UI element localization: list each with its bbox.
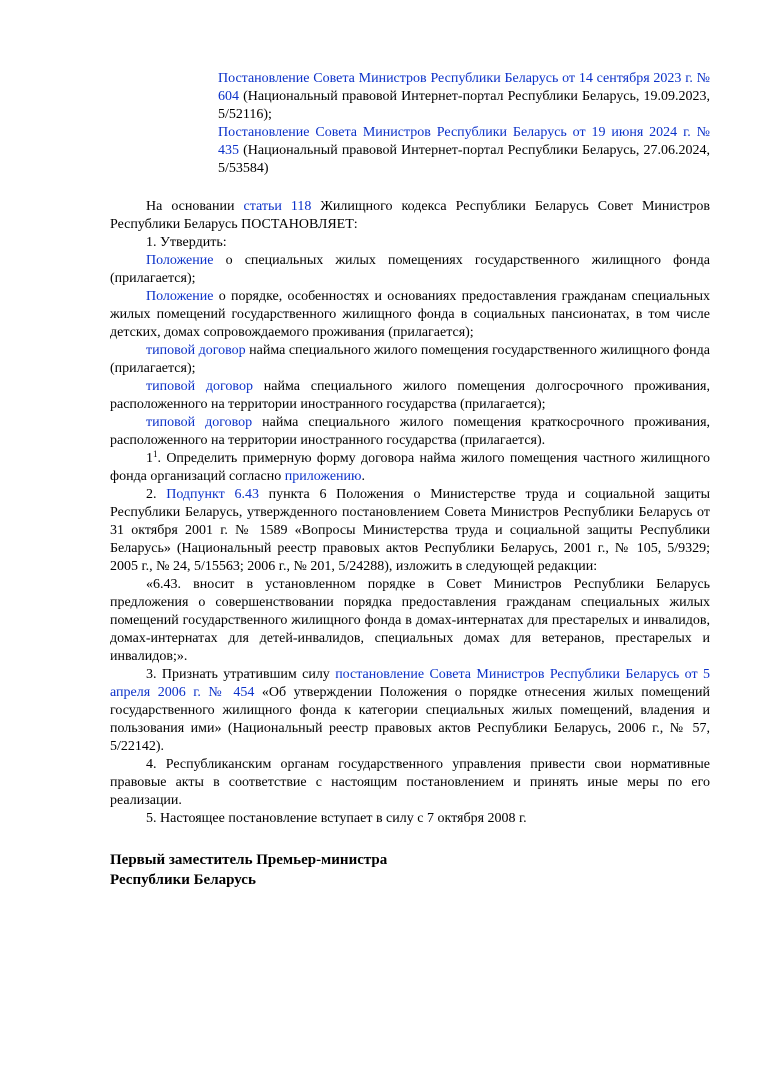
preamble — [110, 198, 710, 234]
preamble-text-start: На основании — [146, 199, 244, 214]
subclause-6-43-link[interactable]: Подпункт 6.43 — [166, 487, 259, 502]
approval-item-4 — [110, 378, 710, 414]
item-1-1-text: . Определить примерную форму договора найма жилого помещения частного жилищного фонда организаций согласно — [110, 451, 710, 484]
appendix-link[interactable]: приложению — [284, 469, 362, 484]
item-1-1 — [110, 450, 710, 486]
item-3-text-end: «Об утверждении Положения о порядке отнесения жилых помещений государственного жилищного фонда к категории специальных жилых помещений, владения и пользования ими» (Национальный реестр правовых актов Республики Беларусь, 2006 г., № 57, 5/22142). — [110, 685, 710, 754]
article-118-link[interactable]: статьи 118 — [243, 199, 312, 214]
amendment-entry-2 — [110, 124, 710, 178]
approval-item-5 — [110, 414, 710, 450]
item-1-1-superscript: 1 — [153, 449, 158, 459]
approval-text-1: о специальных жилых помещениях государственного жилищного фонда (прилагается); — [110, 253, 710, 286]
signature-title-line-2: Республики Беларусь — [110, 872, 256, 888]
approval-link-4[interactable]: типовой договор — [146, 379, 253, 394]
amendment-link-2[interactable]: Постановление Совета Министров Республики Беларусь от 19 июня 2024 г. № 435 — [218, 125, 710, 158]
approval-link-1[interactable]: Положение — [146, 253, 214, 268]
item-2 — [110, 486, 710, 576]
amendment-entry-1 — [110, 70, 710, 124]
approval-text-2: о порядке, особенностях и основаниях предоставления гражданам специальных жилых помещений государственного жилищного фонда в социальных пансионатах, в том числе детских, домах сопровождаемого проживания (прилагается); — [110, 289, 710, 340]
item-1-title: 1. Утвердить: — [146, 235, 227, 250]
item-1-1-end: . — [361, 469, 365, 484]
preamble-text-end: Жилищного кодекса Республики Беларусь Совет Министров Республики Беларусь ПОСТАНОВЛЯЕТ: — [110, 199, 710, 232]
approval-text-4: найма специального жилого помещения долгосрочного проживания, расположенного на территории иностранного государства (прилагается); — [110, 379, 711, 412]
approval-link-3[interactable]: типовой договор — [146, 343, 246, 358]
repealed-resolution-link[interactable]: постановление Совета Министров Республики Беларусь от 5 апреля 2006 г. № 454 — [110, 667, 710, 700]
item-3-text-start: 3. Признать утратившим силу — [146, 667, 336, 682]
signature-block — [110, 850, 710, 890]
signature-title-line-1: Первый заместитель Премьер-министра — [110, 852, 388, 868]
document-body — [110, 70, 710, 890]
item-4: 4. Республиканским органам государственного управления привести свои нормативные правовые акты в соответствие с настоящим постановлением и принять иные меры по его реализации. — [110, 757, 710, 808]
amendment-link-1[interactable]: Постановление Совета Министров Республики Беларусь от 14 сентября 2023 г. № 604 — [218, 71, 710, 104]
item-2-number: 2. — [146, 487, 167, 502]
item-1-1-number: 1 — [146, 451, 153, 466]
approval-link-2[interactable]: Положение — [146, 289, 214, 304]
approval-text-3: найма специального жилого помещения государственного жилищного фонда (прилагается); — [110, 343, 711, 376]
item-2-quote: «6.43. вносит в установленном порядке в Совет Министров Республики Беларусь предложения о совершенствовании порядка предоставления гражданам специальных жилых помещений государственного жилищного фонда в домах-интернатах для престарелых и инвалидов, домах-интернатах для детей-инвалидов, специальных домах для ветеранов, престарелых и инвалидов;». — [110, 577, 710, 664]
approval-item-1 — [110, 252, 710, 288]
amendment-source-2: (Национальный правовой Интернет-портал Республики Беларусь, 27.06.2024, 5/53584) — [218, 143, 710, 176]
approval-text-5: найма специального жилого помещения краткосрочного проживания, расположенного на территории иностранного государства (прилагается). — [110, 415, 711, 448]
item-3 — [110, 666, 710, 756]
approval-link-5[interactable]: типовой договор — [146, 415, 253, 430]
amendment-source-1: (Национальный правовой Интернет-портал Республики Беларусь, 19.09.2023, 5/52116); — [218, 89, 710, 122]
item-2-text: пункта 6 Положения о Министерстве труда и социальной защиты Республики Беларусь, утвержденного постановлением Совета Министров Республики Беларусь от 31 октября 2001 г. № 1589 «Вопросы Министерства труда и социальной защиты Республики Беларусь» (Национальный реестр правовых актов Республики Беларусь, 2001 г., № 105, 5/9329; 2005 г., № 24, 5/15563; 2006 г., № 201, 5/24288), изложить в следующей редакции: — [110, 487, 711, 574]
approval-item-2 — [110, 288, 710, 342]
item-5: 5. Настоящее постановление вступает в силу с 7 октября 2008 г. — [146, 811, 527, 826]
approval-item-3 — [110, 342, 710, 378]
